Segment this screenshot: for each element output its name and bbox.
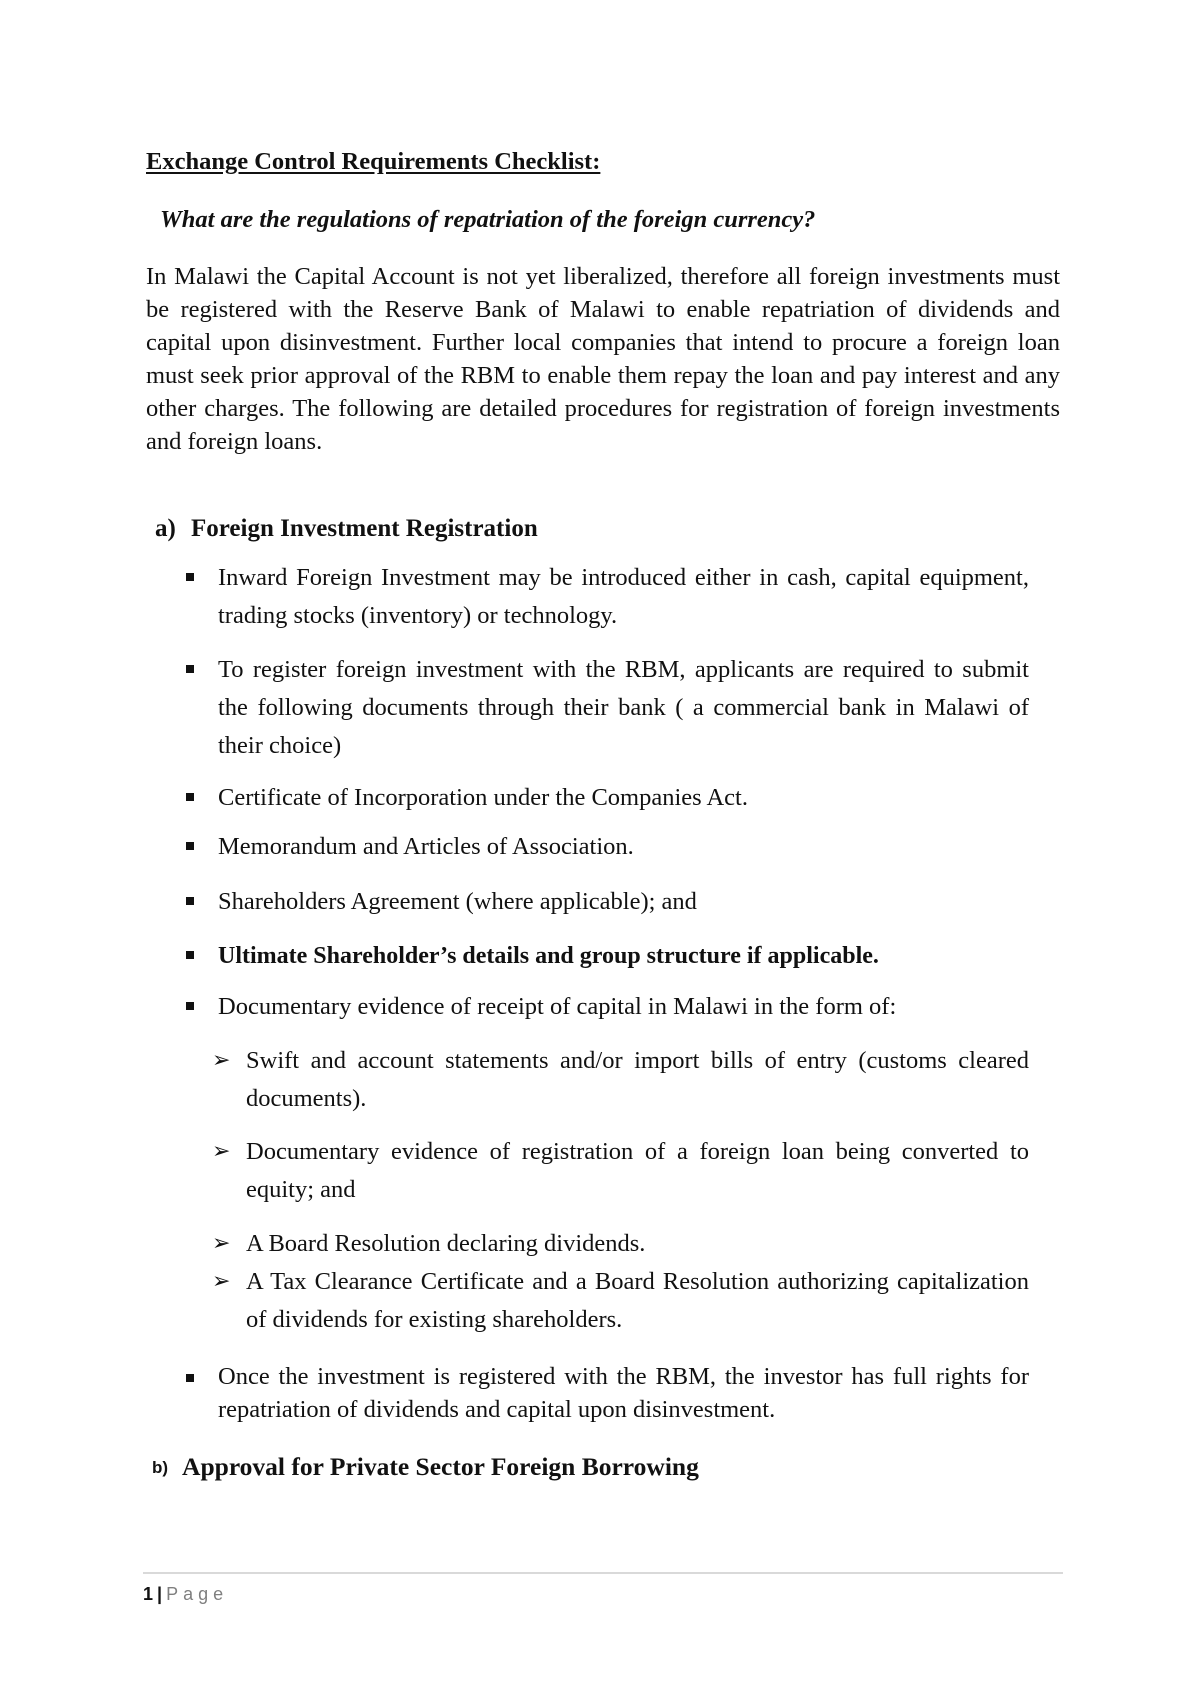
bullet-item: Once the investment is registered with the RBM, the investor has full rights for repatriation of dividends and capital upon disinvestment. — [218, 1363, 1029, 1423]
square-bullet-icon — [186, 1374, 194, 1382]
square-bullet-icon — [186, 793, 194, 801]
sub-bullet-item: Documentary evidence of registration of a foreign loan being converted to equity; and — [246, 1138, 1029, 1203]
square-bullet-icon — [186, 573, 194, 581]
section-a-heading — [155, 515, 538, 543]
bullet-item: Certificate of Incorporation under the Companies Act. — [218, 784, 748, 811]
sub-bullet-item: A Tax Clearance Certificate and a Board Resolution authorizing capitalization of dividends for existing shareholders. — [246, 1268, 1029, 1333]
bullet-item: Documentary evidence of receipt of capital in Malawi in the form of: — [218, 993, 897, 1020]
document-title: Exchange Control Requirements Checklist: — [146, 148, 601, 175]
section-b-heading — [152, 1452, 699, 1482]
section-question: What are the regulations of repatriation of the foreign currency? — [160, 206, 816, 233]
section-a-label: a) — [155, 515, 176, 542]
footer-divider — [143, 1572, 1063, 1574]
arrow-bullet-icon: ➢ — [212, 1139, 231, 1164]
footer-separator: | — [157, 1584, 163, 1604]
square-bullet-icon — [186, 1002, 194, 1010]
square-bullet-icon — [186, 665, 194, 673]
section-b-label: b) — [152, 1458, 169, 1477]
arrow-bullet-icon: ➢ — [212, 1048, 231, 1073]
section-b-title: Approval for Private Sector Foreign Borrowing — [182, 1452, 699, 1481]
bullet-item: To register foreign investment with the RBM, applicants are required to submit the following documents through their bank ( a commercial bank in Malawi of their choice) — [218, 656, 1029, 759]
page-word: Page — [166, 1584, 229, 1604]
arrow-bullet-icon: ➢ — [212, 1231, 231, 1256]
bullet-item: Memorandum and Articles of Association. — [218, 833, 634, 860]
section-a-title: Foreign Investment Registration — [191, 515, 538, 542]
bullet-item: Inward Foreign Investment may be introduced either in cash, capital equipment, trading stocks (inventory) or technology. — [218, 564, 1029, 629]
square-bullet-icon — [186, 897, 194, 905]
square-bullet-icon — [186, 951, 194, 959]
page-footer — [143, 1584, 228, 1605]
bullet-item: Ultimate Shareholder’s details and group structure if applicable. — [218, 943, 879, 969]
arrow-bullet-icon: ➢ — [212, 1269, 231, 1294]
bullet-item: Shareholders Agreement (where applicable); and — [218, 888, 697, 915]
square-bullet-icon — [186, 842, 194, 850]
intro-paragraph: In Malawi the Capital Account is not yet liberalized, therefore all foreign investments must be registered with the Reserve Bank of Malawi to enable repatriation of dividends and capital upon disinvestment. Further local companies that intend to procure a foreign loan must seek prior approval of the RBM to enable them repay the loan and pay interest and any other charges. The following are detailed procedures for registration of foreign investments and foreign loans. — [146, 263, 1060, 455]
sub-bullet-item: A Board Resolution declaring dividends. — [246, 1230, 646, 1257]
sub-bullet-item: Swift and account statements and/or import bills of entry (customs cleared documents). — [246, 1047, 1029, 1112]
page-number: 1 — [143, 1584, 154, 1604]
